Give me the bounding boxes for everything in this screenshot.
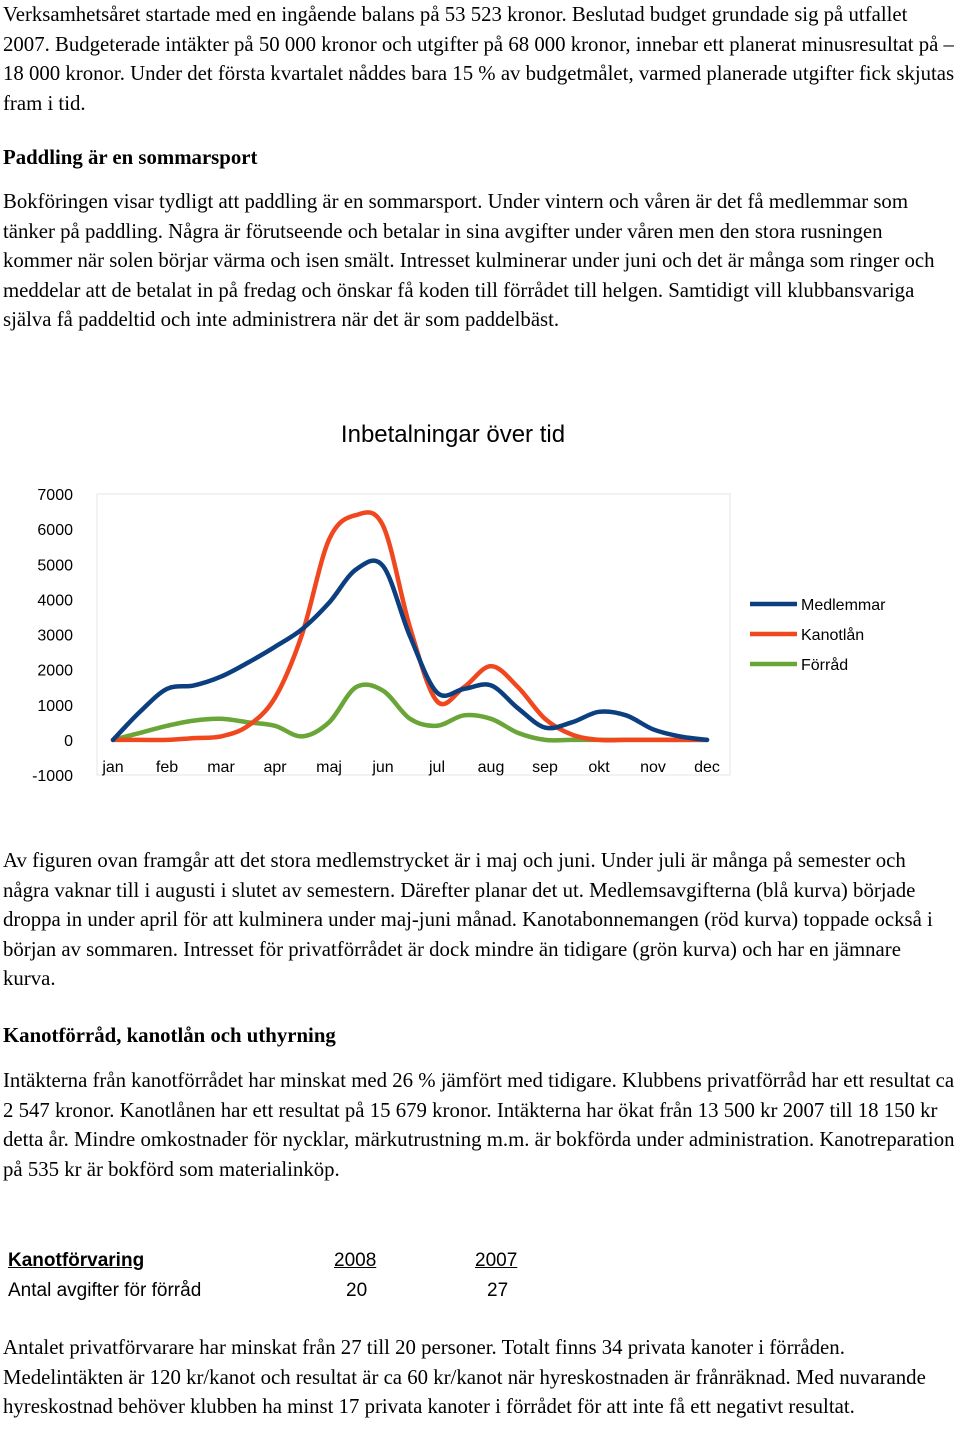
x-tick-label: nov <box>640 759 666 776</box>
y-tick-label: 3000 <box>37 627 73 645</box>
legend-label-förråd: Förråd <box>801 657 849 674</box>
x-tick-label: maj <box>316 759 342 776</box>
final-paragraph: Antalet privatförvarare har minskat från 27 till 20 personer. Totalt finns 34 privata kanoter i förråden. Medelintäkten är 120 kr/kanot och resultat är ca 60 kr/kanot när hyreskostnaden är frånräknad. Med nuvarande hyreskostnad behöver klubben ha minst 17 privata kanoter i förrådet för att inte få ett negativt resultat. <box>3 1336 926 1419</box>
x-tick-label: aug <box>477 759 505 776</box>
x-tick-label: jul <box>428 759 446 776</box>
y-tick-label: 4000 <box>37 592 73 610</box>
table-row-label: Antal avgifter för förråd <box>8 1280 202 1301</box>
table-header-2008: 2008 <box>334 1250 377 1271</box>
intro-paragraph: Verksamhetsåret startade med en ingående balans på 53 523 kronor. Beslutad budget grundade sig på utfallet 2007. Budgeterade intäkter på 50 000 kronor och utgifter på 68 000 kronor, innebar ett planerat minusresultat på – 18 000 kronor. Under det första kvartalet nåddes bara 15 % av budgetmålet, varmed planerade utgifter fick skjutas fram i tid. <box>3 3 955 115</box>
table-cell-2008: 20 <box>346 1280 368 1301</box>
x-tick-label: okt <box>588 759 610 776</box>
series-line-medlemmar <box>113 561 707 740</box>
x-tick-label: apr <box>263 759 287 776</box>
table-header-label: Kanotförvaring <box>8 1250 145 1271</box>
y-tick-label: 7000 <box>37 487 73 504</box>
section-heading-kanotforrad: Kanotförråd, kanotlån och uthyrning <box>3 1024 336 1047</box>
paddling-paragraph: Bokföringen visar tydligt att paddling är en sommarsport. Under vintern och våren är det få medlemmar som tänker på paddling. Några är förutseende och betalar in sina avgifter under våren men den stora rusningen kommer när solen börjar värma och isen smält. Intresset kulminerar under juni och det är många som ringer och meddelar att de betalat in på fredag och önskar få koden till förrådet till helgen. Samtidigt vill klubbansvariga själva få paddeltid och inte administrera när det är som paddelbäst. <box>3 190 935 332</box>
table-header-2007: 2007 <box>475 1250 518 1271</box>
x-tick-label: jun <box>372 759 394 776</box>
legend-label-kanotlån: Kanotlån <box>801 627 865 644</box>
chart-title: Inbetalningar över tid <box>340 421 566 448</box>
y-tick-label: 1000 <box>37 697 73 715</box>
x-tick-label: jan <box>102 759 124 776</box>
x-tick-label: mar <box>207 759 235 776</box>
table-cell-2007: 27 <box>487 1280 509 1301</box>
x-tick-label: dec <box>694 759 720 776</box>
legend-label-medlemmar: Medlemmar <box>801 597 886 614</box>
x-tick-label: feb <box>155 759 179 776</box>
y-tick-label: 0 <box>64 732 73 750</box>
kanotforrad-paragraph: Intäkterna från kanotförrådet har minskat med 26 % jämfört med tidigare. Klubbens privatförråd har ett resultat ca 2 547 kronor. Kanotlånen har ett resultat på 15 679 kronor. Intäkterna har ökat från 13 500 kr 2007 till 18 150 kr detta år. Mindre omkostnader för nycklar, märkutrustning m.m. är bokförda under administration. Kanotreparation på 535 kr är bokförd som materialinköp. <box>3 1069 955 1181</box>
y-tick-label: 6000 <box>37 522 73 540</box>
y-tick-label: -1000 <box>32 768 73 785</box>
y-tick-label: 2000 <box>37 662 73 680</box>
x-tick-label: sep <box>532 759 558 776</box>
series-line-kanotlån <box>113 512 707 740</box>
section-heading-paddling: Paddling är en sommarsport <box>3 146 258 169</box>
chart-description-paragraph: Av figuren ovan framgår att det stora medlemstrycket är i maj och juni. Under juli är många på semester och några vaknar till i augusti i slutet av semestern. Därefter planar det ut. Medlemsavgifterna (blå kurva) började droppa in under april för att kulminera under maj-juni månad. Kanotabonnemangen (röd kurva) toppade också i början av sommaren. Intresset för privatförrådet är dock mindre än tidigare (grön kurva) och har en jämnare kurva. <box>3 849 933 991</box>
y-tick-label: 5000 <box>37 557 73 575</box>
